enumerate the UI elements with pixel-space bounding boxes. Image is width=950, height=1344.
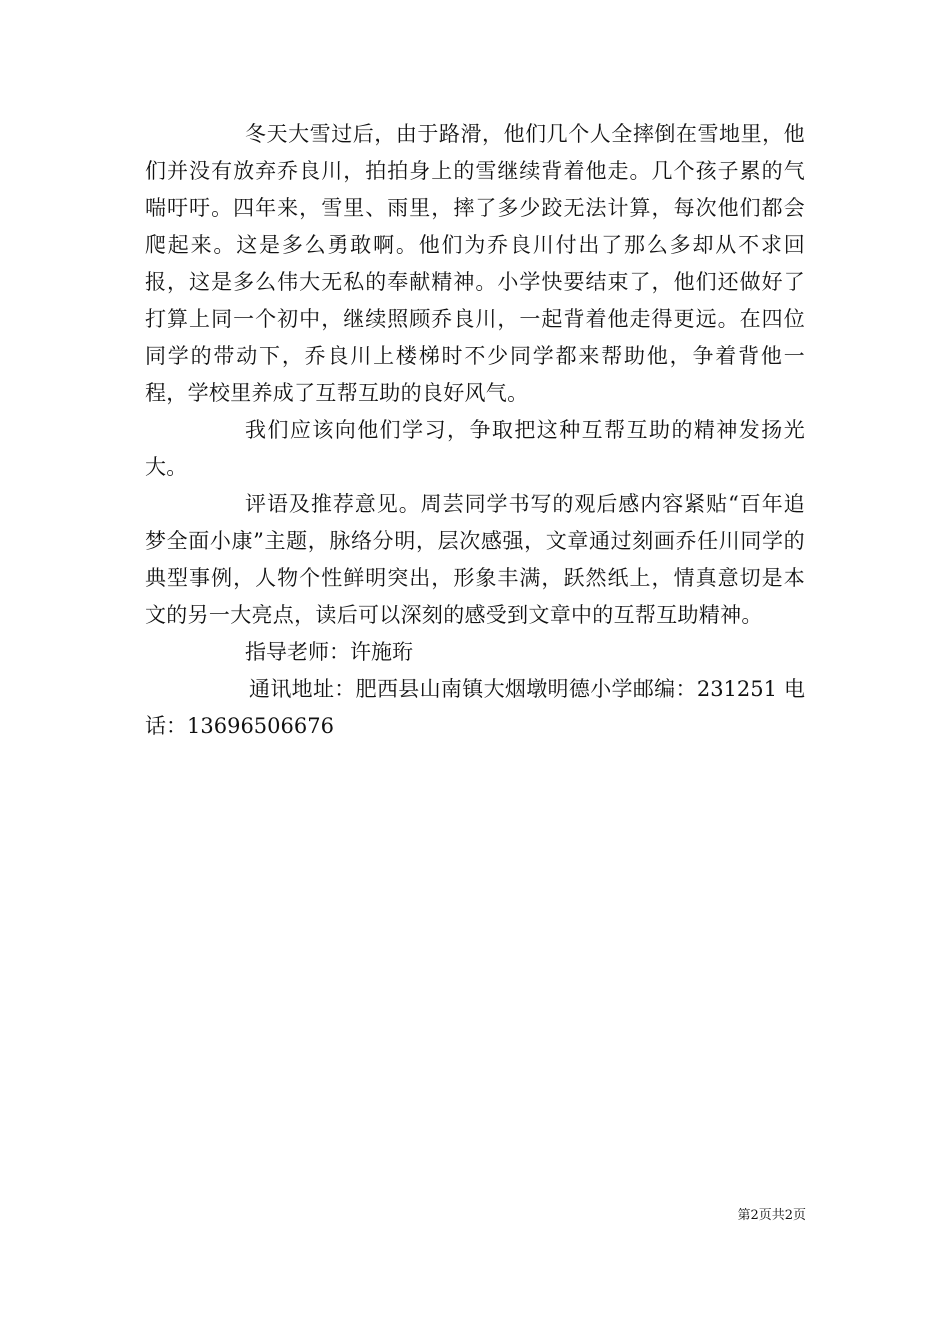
document-body bbox=[145, 116, 805, 745]
body-paragraph-1: 冬天大雪过后，由于路滑，他们几个人全摔倒在雪地里，他们并没有放弃乔良川，拍拍身上的雪继续背着他走。几个孩子累的气喘吁吁。四年来，雪里、雨里，摔了多少跤无法计算，每次他们都会爬起来。这是多么勇敢啊。他们为乔良川付出了那么多却从不求回报，这是多么伟大无私的奉献精神。小学快要结束了，他们还做好了打算上同一个初中，继续照顾乔良川，一起背着他走得更远。在四位同学的带动下，乔良川上楼梯时不少同学都来帮助他，争着背他一程，学校里养成了互帮互助的良好风气。 bbox=[145, 122, 805, 405]
review-paragraph: 评语及推荐意见。周芸同学书写的观后感内容紧贴“百年追梦全面小康”主题，脉络分明，层次感强，文章通过刻画乔任川同学的典型事例，人物个性鲜明突出，形象丰满，跃然纸上，情真意切是本文的另一大亮点，读后可以深刻的感受到文章中的互帮互助精神。 bbox=[145, 492, 805, 627]
advisor-line: 指导老师：许施珩 bbox=[245, 640, 413, 664]
address-line: 通讯地址：肥西县山南镇大烟墩明德小学邮编：231251 电话：13696506676 bbox=[145, 677, 805, 738]
body-paragraph-2: 我们应该向他们学习，争取把这种互帮互助的精神发扬光大。 bbox=[145, 418, 805, 479]
page-number: 第2页共2页 bbox=[737, 1208, 806, 1223]
